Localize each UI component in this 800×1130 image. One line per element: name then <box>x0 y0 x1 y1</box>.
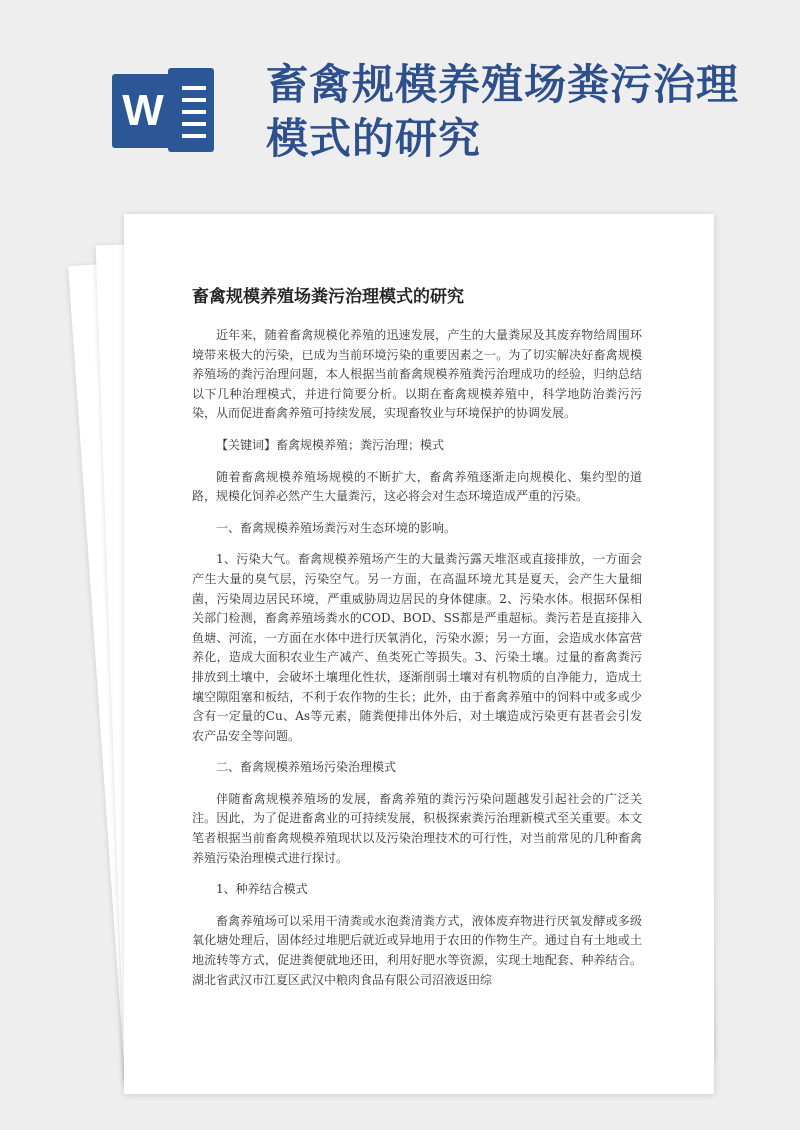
word-letter-badge: W <box>112 74 174 148</box>
section-heading-2: 二、畜禽规模养殖场污染治理模式 <box>216 760 397 775</box>
intro-paragraph: 随着畜禽规模养殖场规模的不断扩大，畜禽养殖逐渐走向规模化、集约型的道路，规模化饲养必然产生大量粪污，这必将会对生态环境造成严重的污染。 <box>192 469 642 504</box>
pollution-effects-paragraph: 1、污染大气。畜禽规模养殖场产生的大量粪污露天堆沤或直接排放，一方面会产生大量的臭气层，污染空气。另一方面，在高温环境尤其是夏天，会产生大量细菌，污染周边居民环境，严重威胁周边居民的身体健康。2、污染水体。根据环保相关部门检测，畜禽养殖场粪水的COD、BOD、SS都是严重超标。粪污若是直接排入鱼塘、河流，一方面在水体中进行厌氧消化，污染水源；另一方面，会造成水体富营养化，造成大面积农业生产减产、鱼类死亡等损失。3、污染土壤。过量的畜禽粪污排放到土壤中，会破坏土壤理化性状，逐渐削弱土壤对有机物质的自净能力，造成土壤空隙阻塞和板结，不利于农作物的生长；此外，由于畜禽养殖中的饲料中或多或少含有一定量的Cu、As等元素，随粪便排出体外后，对土壤造成污染更有甚者会引发农产品安全等问题。 <box>192 552 642 743</box>
document-title: 畜禽规模养殖场粪污治理模式的研究 <box>192 287 464 307</box>
abstract-paragraph: 近年来，随着畜禽规模化养殖的迅速发展，产生的大量粪尿及其废弃物给周围环境带来极大的污染，已成为当前环境污染的重要因素之一。为了切实解决好畜禽规模养殖场的粪污治理问题，本人根据当前畜禽规模养殖粪污治理成功的经验，归纳总结以下几种治理模式，并进行简要分析。以期在畜禽规模养殖中，科学地防治粪污污染，从而促进畜禽养殖可持续发展，实现畜牧业与环境保护的协调发展。 <box>192 328 642 421</box>
word-document-icon <box>112 68 216 152</box>
subsection-heading-1: 1、种养结合模式 <box>216 882 308 897</box>
document-page <box>124 214 714 1094</box>
mode-description-paragraph: 畜禽养殖场可以采用干清粪或水泡粪清粪方式，液体废弃物进行厌氧发酵或多级氧化塘处理后，固体经过堆肥后就近或异地用于农田的作物生产。通过自有土地或土地流转等方式，促进粪便就地还田，利用好肥水等资源，实现土地配套、种养结合。湖北省武汉市江夏区武汉中粮肉食品有限公司沼液返田综 <box>192 913 642 987</box>
section-heading-1: 一、畜禽规模养殖场粪污对生态环境的影响。 <box>216 520 457 535</box>
document-lines-graphic <box>168 68 214 152</box>
document-body <box>192 326 642 1002</box>
keywords-line: 【关键词】畜禽规模养殖；粪污治理；模式 <box>216 437 445 452</box>
governance-intro-paragraph: 伴随畜禽规模养殖场的发展，畜禽养殖的粪污污染问题越发引起社会的广泛关注。因此，为了促进畜禽业的可持续发展，积极探索粪污治理新模式至关重要。本文笔者根据当前畜禽规模养殖现状以及污染治理技术的可行性，对当前常见的几种畜禽养殖污染治理模式进行探讨。 <box>192 791 642 865</box>
banner-title: 畜禽规模养殖场粪污治理模式的研究 <box>266 60 740 163</box>
